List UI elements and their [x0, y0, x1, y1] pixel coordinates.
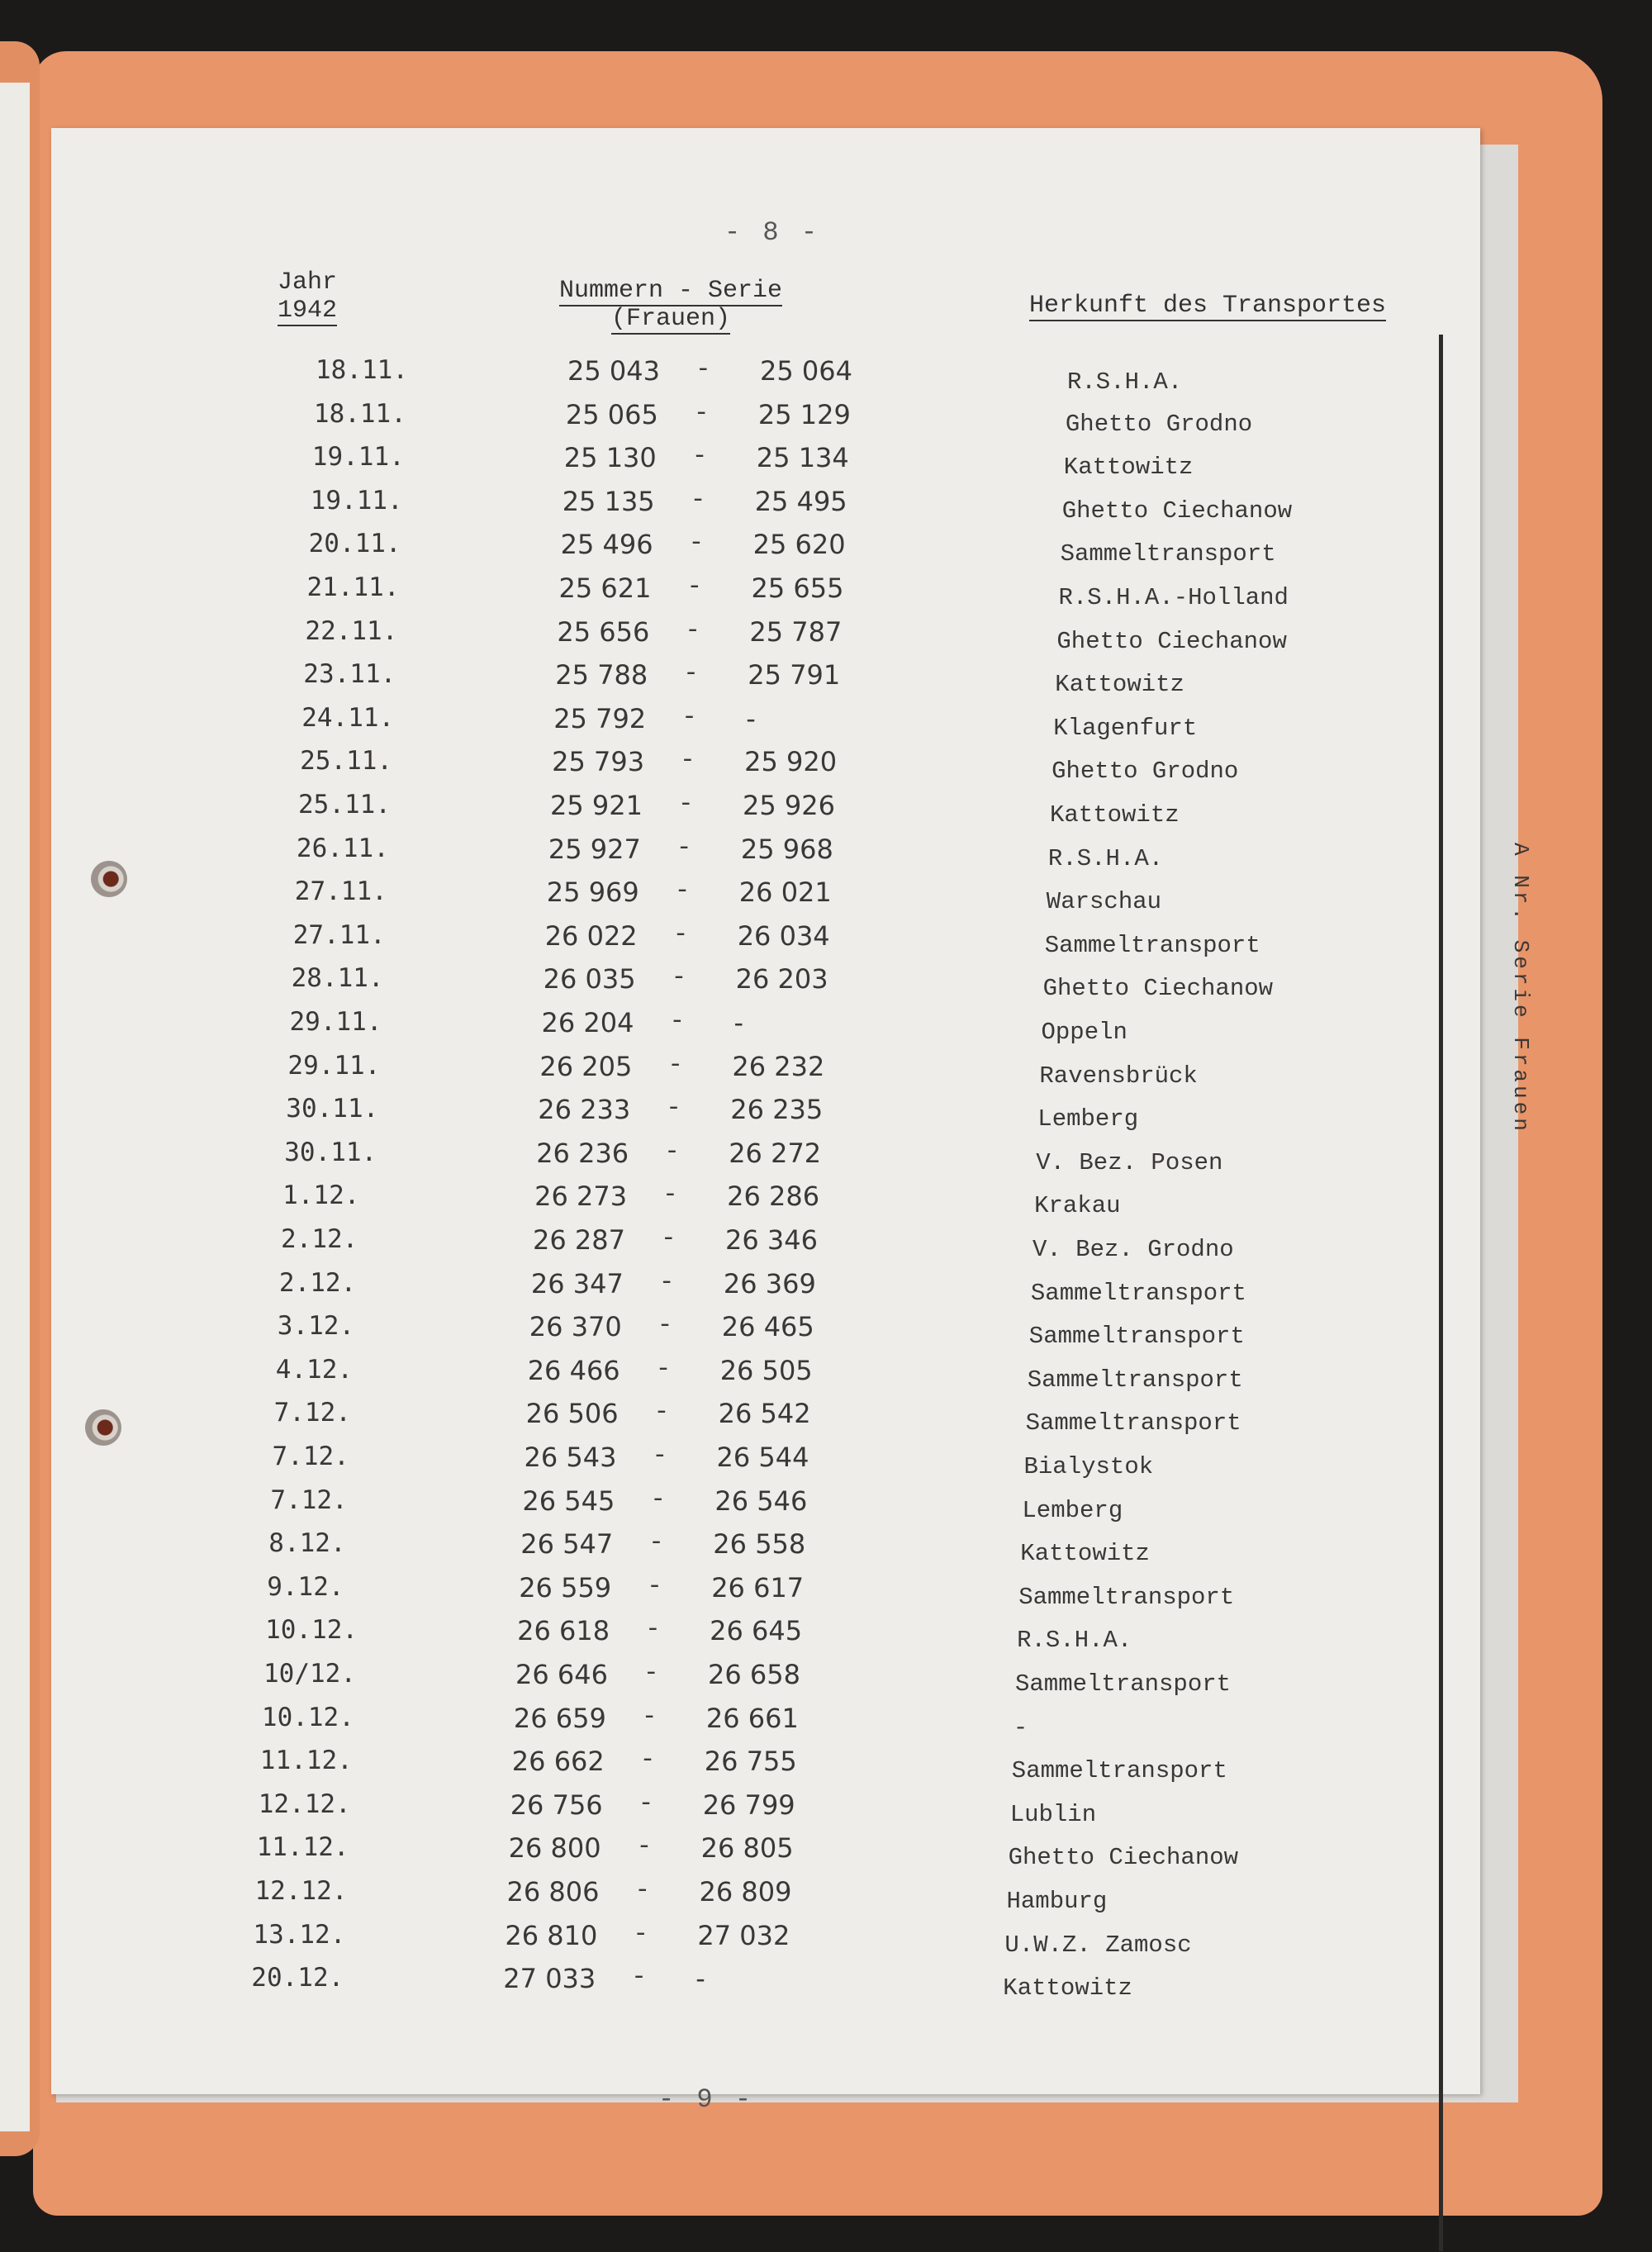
- row-date: 1.12.: [282, 1181, 360, 1211]
- row-origin: Sammeltransport: [1028, 1323, 1245, 1351]
- row-origin: Kattowitz: [1050, 801, 1180, 829]
- row-date: 7.12.: [270, 1485, 348, 1515]
- row-date: 10.12.: [261, 1702, 354, 1732]
- row-date: 7.12.: [272, 1442, 349, 1471]
- table-row: [0, 1832, 1397, 1872]
- row-number-from: 25 135: [562, 485, 655, 517]
- row-number-from: 25 792: [553, 702, 647, 734]
- row-dash: -: [688, 529, 705, 558]
- row-origin: U.W.Z. Zamosc: [1004, 1931, 1192, 1959]
- row-number-to: -: [746, 702, 756, 734]
- row-number-to: 26 805: [700, 1832, 794, 1865]
- row-date: 20.12.: [251, 1963, 344, 1993]
- row-number-from: 25 969: [546, 877, 639, 909]
- row-number-from: 26 466: [527, 1354, 620, 1386]
- row-dash: -: [647, 1571, 662, 1601]
- row-dash: -: [652, 1442, 668, 1470]
- row-origin: R.S.H.A.-Holland: [1058, 584, 1289, 611]
- row-dash: -: [633, 1919, 649, 1949]
- table-row: [12, 1355, 1416, 1394]
- row-number-to: 25 064: [760, 355, 852, 387]
- row-dash: -: [678, 790, 694, 819]
- row-number-to: 26 658: [708, 1659, 800, 1690]
- table-row: [10, 1398, 1414, 1437]
- row-number-from: 26 022: [544, 919, 638, 952]
- page-number-top: - 8 -: [724, 217, 821, 248]
- row-number-to: -: [695, 1963, 705, 1995]
- row-dash: -: [639, 1746, 656, 1775]
- row-number-from: 26 800: [508, 1832, 601, 1865]
- row-dash: -: [671, 963, 687, 993]
- row-number-to: 26 232: [732, 1050, 825, 1082]
- row-number-from: 25 656: [557, 615, 650, 648]
- table-row: [23, 1051, 1427, 1090]
- row-dash: -: [636, 1832, 653, 1862]
- row-origin: Sammeltransport: [1015, 1670, 1232, 1698]
- row-dash: -: [669, 1007, 686, 1036]
- row-date: 24.11.: [301, 702, 395, 733]
- row-number-to: 26 346: [725, 1224, 818, 1256]
- year-header: [262, 268, 353, 326]
- row-number-from: 27 033: [503, 1963, 596, 1995]
- table-row: [21, 1094, 1426, 1133]
- row-origin: R.S.H.A.: [1067, 368, 1183, 396]
- row-number-from: 26 662: [511, 1746, 605, 1778]
- punch-hole-upper: [91, 861, 127, 897]
- row-origin: Sammeltransport: [1025, 1409, 1241, 1437]
- origin-label: Herkunft des Transportes: [1028, 292, 1387, 320]
- page-number-bottom: - 9 -: [658, 2084, 755, 2115]
- row-date: 29.11.: [287, 1050, 381, 1081]
- row-number-to: 25 134: [756, 442, 849, 474]
- row-number-to: 26 235: [730, 1094, 824, 1126]
- row-number-to: 26 369: [723, 1267, 816, 1299]
- row-origin: Kattowitz: [1020, 1540, 1150, 1568]
- row-dash: -: [645, 1615, 661, 1645]
- table-row: [0, 1920, 1393, 1960]
- row-number-to: 25 495: [754, 485, 847, 517]
- row-date: 11.12.: [259, 1746, 353, 1776]
- row-number-from: 25 621: [558, 573, 652, 604]
- row-date: 27.11.: [294, 877, 387, 907]
- row-date: 22.11.: [305, 615, 398, 646]
- row-date: 26.11.: [296, 833, 389, 863]
- side-label: A Nr. Serie Frauen: [1508, 843, 1533, 1134]
- row-number-to: 25 787: [749, 615, 843, 648]
- row-origin: Klagenfurt: [1053, 714, 1198, 742]
- row-origin: Krakau: [1034, 1192, 1121, 1220]
- row-date: 4.12.: [275, 1354, 354, 1385]
- row-number-from: 26 204: [541, 1007, 634, 1038]
- table-row: [27, 963, 1431, 1003]
- row-origin: Sammeltransport: [1060, 540, 1276, 568]
- row-number-from: 26 233: [538, 1094, 631, 1126]
- row-origin: Lemberg: [1037, 1105, 1139, 1133]
- row-dash: -: [674, 877, 691, 906]
- row-origin: Sammeltransport: [1027, 1366, 1243, 1394]
- row-date: 3.12.: [277, 1311, 355, 1342]
- row-dash: -: [643, 1659, 659, 1688]
- table-row: [26, 1007, 1430, 1047]
- row-date: 9.12.: [267, 1571, 344, 1602]
- row-origin: Ghetto Ciechanow: [1042, 975, 1274, 1003]
- row-date: 28.11.: [291, 963, 384, 994]
- row-origin: Hamburg: [1006, 1888, 1108, 1915]
- row-date: 30.11.: [286, 1094, 379, 1124]
- table-row: [45, 529, 1449, 568]
- table-row: [1, 1615, 1405, 1655]
- row-dash: -: [693, 398, 710, 428]
- table-row: [13, 1311, 1417, 1351]
- row-dash: -: [680, 746, 695, 776]
- row-number-from: 26 370: [529, 1311, 622, 1343]
- row-number-to: -: [733, 1007, 744, 1038]
- row-number-to: 26 661: [705, 1702, 799, 1734]
- row-number-from: 26 547: [520, 1528, 614, 1561]
- row-number-to: 26 799: [702, 1789, 795, 1821]
- row-dash: -: [653, 1398, 670, 1428]
- row-date: 25.11.: [298, 790, 391, 820]
- row-origin: Sammeltransport: [1011, 1757, 1227, 1785]
- row-origin: R.S.H.A.: [1047, 844, 1164, 872]
- row-number-from: 25 921: [550, 790, 643, 821]
- row-date: 10.12.: [265, 1615, 358, 1646]
- row-number-from: 26 273: [534, 1181, 628, 1213]
- row-number-from: 25 130: [563, 442, 657, 474]
- year-value: 1942: [277, 297, 337, 325]
- row-dash: -: [664, 1137, 680, 1166]
- table-row: [17, 1224, 1421, 1264]
- row-number-to: 26 542: [718, 1398, 811, 1430]
- row-origin: Ghetto Grodno: [1051, 758, 1239, 786]
- row-number-to: 26 272: [729, 1137, 822, 1169]
- row-dash: -: [676, 833, 692, 862]
- row-date: 18.11.: [316, 355, 408, 385]
- row-date: 21.11.: [306, 573, 400, 602]
- table-row: [37, 703, 1441, 743]
- row-dash: -: [690, 485, 706, 515]
- row-origin: Kattowitz: [1055, 671, 1184, 699]
- table-row: [0, 1703, 1402, 1742]
- table-row: [2, 1572, 1407, 1612]
- row-number-to: 26 617: [711, 1571, 805, 1603]
- table-row: [6, 1485, 1410, 1525]
- row-number-from: 26 543: [524, 1442, 617, 1473]
- row-number-from: 26 236: [536, 1137, 629, 1169]
- numbers-label: Nummern - Serie: [558, 277, 783, 305]
- table-row: [20, 1138, 1424, 1177]
- document-page: [51, 128, 1480, 2115]
- row-origin: Bialystok: [1023, 1453, 1154, 1480]
- numbers-header: [539, 277, 803, 333]
- row-origin: Lublin: [1009, 1800, 1097, 1828]
- row-dash: -: [667, 1050, 684, 1080]
- row-date: 12.12.: [254, 1876, 348, 1906]
- row-number-from: 25 043: [567, 355, 660, 387]
- row-date: 19.11.: [311, 442, 405, 473]
- table-row: [51, 355, 1455, 395]
- row-number-to: 26 809: [699, 1876, 792, 1908]
- table-row: [0, 1789, 1398, 1829]
- punch-hole-lower: [85, 1409, 121, 1446]
- row-number-from: 26 506: [525, 1398, 619, 1430]
- row-number-to: 25 791: [748, 659, 841, 691]
- row-number-to: 25 655: [751, 573, 844, 604]
- table-row: [0, 1876, 1395, 1916]
- row-origin: Ghetto Ciechanow: [1056, 627, 1287, 655]
- row-dash: -: [648, 1528, 664, 1558]
- row-number-from: 26 205: [539, 1050, 633, 1082]
- row-number-to: 26 755: [704, 1746, 797, 1778]
- row-origin: Warschau: [1046, 888, 1162, 916]
- row-number-from: 26 559: [519, 1571, 612, 1603]
- row-origin: Ghetto Ciechanow: [1008, 1844, 1239, 1872]
- row-date: 29.11.: [289, 1007, 382, 1037]
- row-dash: -: [672, 919, 689, 949]
- row-dash: -: [657, 1311, 673, 1341]
- row-dash: -: [641, 1702, 657, 1732]
- row-number-from: 25 065: [565, 398, 658, 430]
- row-dash: -: [666, 1094, 681, 1124]
- row-origin: Oppeln: [1041, 1019, 1127, 1046]
- row-date: 23.11.: [303, 659, 396, 690]
- table-row: [50, 399, 1454, 439]
- row-origin: Ghetto Ciechanow: [1061, 496, 1293, 525]
- row-number-to: 26 021: [738, 877, 832, 909]
- row-number-to: 25 920: [744, 746, 838, 778]
- row-number-from: 25 927: [548, 833, 641, 865]
- row-number-from: 26 347: [530, 1267, 624, 1299]
- table-row: [34, 790, 1438, 829]
- table-row: [29, 920, 1433, 960]
- row-dash: -: [650, 1485, 667, 1514]
- row-origin: -: [1013, 1713, 1028, 1741]
- table-row: [31, 877, 1435, 916]
- row-number-to: 27 032: [697, 1919, 790, 1951]
- table-row: [18, 1181, 1422, 1220]
- row-dash: -: [634, 1876, 651, 1905]
- row-date: 27.11.: [292, 919, 386, 950]
- row-dash: -: [638, 1789, 654, 1818]
- row-date: 13.12.: [253, 1919, 346, 1950]
- table-row: [43, 573, 1447, 612]
- table-row: [48, 442, 1452, 482]
- row-origin: Kattowitz: [1003, 1974, 1132, 2003]
- table-row: [0, 1659, 1403, 1699]
- row-number-to: 26 558: [713, 1528, 806, 1561]
- row-dash: -: [681, 702, 697, 732]
- row-number-from: 25 788: [555, 659, 648, 691]
- table-row: [40, 616, 1445, 656]
- row-date: 11.12.: [256, 1832, 349, 1863]
- row-number-from: 26 618: [517, 1615, 610, 1647]
- table-row: [0, 1963, 1391, 2003]
- row-number-to: 25 129: [757, 398, 851, 430]
- row-date: 25.11.: [300, 746, 393, 777]
- row-number-from: 26 806: [506, 1876, 600, 1908]
- row-number-to: 25 620: [752, 529, 846, 561]
- row-date: 12.12.: [258, 1789, 351, 1819]
- table-row: [15, 1268, 1419, 1308]
- row-origin: Ravensbrück: [1039, 1062, 1198, 1090]
- row-number-to: 26 465: [721, 1311, 814, 1343]
- origin-header: [1018, 292, 1398, 320]
- row-date: 7.12.: [273, 1398, 351, 1428]
- row-number-to: 26 645: [710, 1615, 803, 1647]
- row-date: 2.12.: [281, 1224, 358, 1254]
- row-origin: Ghetto Grodno: [1065, 410, 1253, 438]
- table-row: [4, 1528, 1408, 1568]
- row-dash: -: [685, 615, 701, 645]
- row-date: 18.11.: [313, 398, 406, 429]
- row-number-to: 26 505: [719, 1354, 813, 1386]
- row-number-to: 26 286: [727, 1181, 820, 1213]
- row-number-to: 26 544: [716, 1442, 809, 1473]
- row-number-to: 26 034: [737, 919, 830, 952]
- row-dash: -: [686, 573, 703, 601]
- numbers-sublabel: (Frauen): [610, 305, 731, 333]
- row-date: 30.11.: [284, 1137, 377, 1167]
- row-origin: Sammeltransport: [1044, 931, 1260, 959]
- row-number-from: 26 287: [533, 1224, 625, 1256]
- row-origin: V. Bez. Grodno: [1032, 1236, 1234, 1263]
- year-label: Jahr: [277, 268, 337, 297]
- row-dash: -: [661, 1224, 676, 1253]
- row-date: 10/12.: [263, 1659, 356, 1689]
- row-number-to: 25 926: [743, 790, 835, 821]
- row-origin: V. Bez. Posen: [1036, 1148, 1223, 1176]
- row-origin: Sammeltransport: [1030, 1279, 1246, 1307]
- row-dash: -: [631, 1963, 647, 1993]
- row-origin: Lemberg: [1022, 1496, 1123, 1524]
- table-row: [36, 746, 1440, 786]
- row-origin: Sammeltransport: [1018, 1583, 1235, 1611]
- row-number-from: 25 793: [552, 746, 645, 778]
- row-number-to: 26 546: [714, 1485, 808, 1517]
- table-row: [0, 1746, 1400, 1785]
- row-number-from: 26 659: [513, 1702, 606, 1734]
- table-row: [32, 834, 1436, 873]
- row-dash: -: [662, 1181, 678, 1210]
- row-origin: R.S.H.A.: [1017, 1627, 1132, 1655]
- row-number-from: 26 756: [510, 1789, 603, 1821]
- row-date: 2.12.: [278, 1267, 357, 1298]
- row-number-from: 26 035: [543, 963, 636, 995]
- row-date: 20.11.: [308, 529, 401, 559]
- row-number-from: 25 496: [560, 529, 653, 561]
- table-row: [39, 659, 1443, 699]
- row-number-from: 26 810: [505, 1919, 598, 1951]
- row-date: 19.11.: [310, 485, 403, 515]
- row-date: 8.12.: [268, 1528, 346, 1559]
- row-number-to: 25 968: [740, 833, 833, 865]
- row-dash: -: [695, 355, 711, 384]
- row-dash: -: [691, 442, 708, 472]
- table-row: [8, 1442, 1412, 1481]
- table-row: [46, 486, 1450, 525]
- row-number-from: 26 545: [522, 1485, 615, 1517]
- row-origin: Kattowitz: [1063, 454, 1194, 482]
- row-number-to: 26 203: [735, 963, 828, 995]
- row-dash: -: [683, 659, 699, 689]
- row-number-from: 26 646: [515, 1659, 608, 1690]
- row-dash: -: [655, 1354, 672, 1384]
- row-dash: -: [658, 1267, 675, 1297]
